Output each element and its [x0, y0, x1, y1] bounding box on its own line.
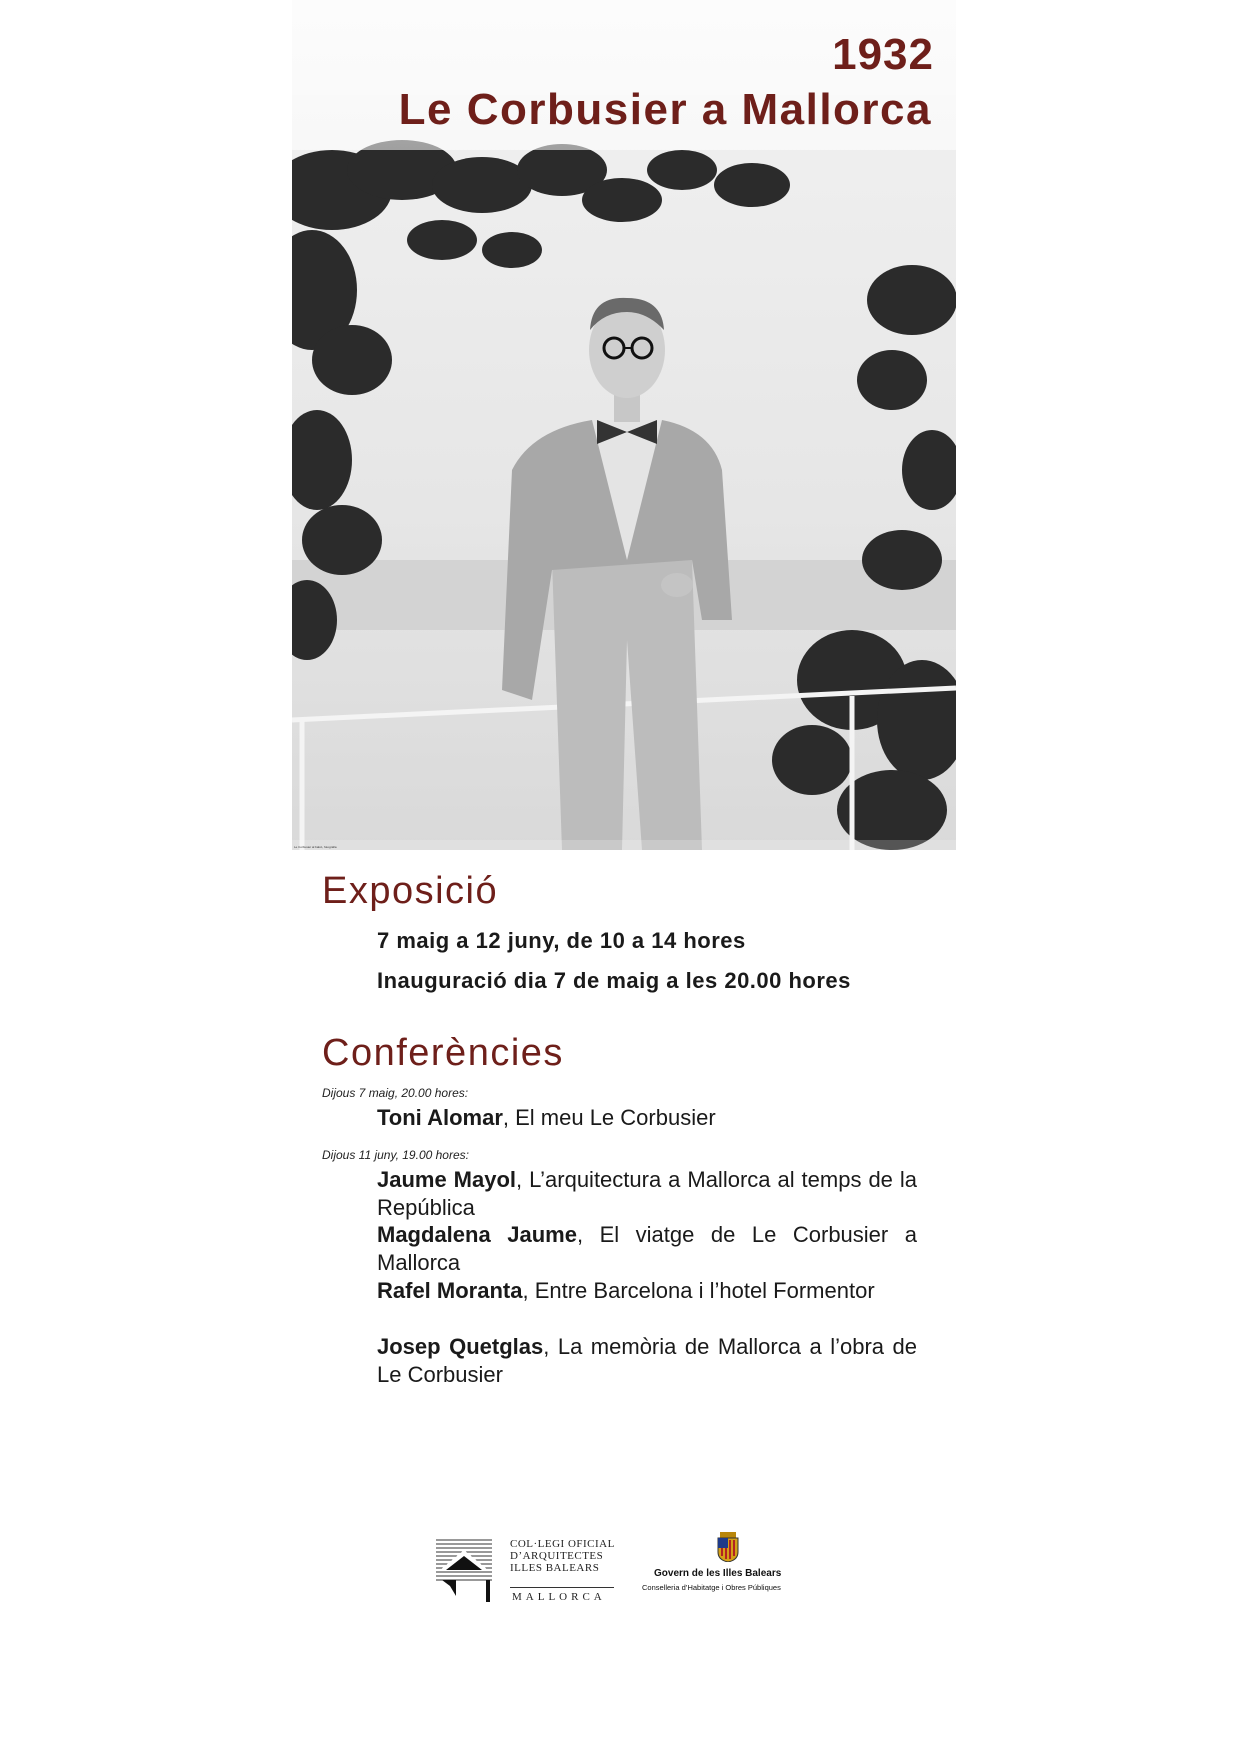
coaib-line-3: ILLES BALEARS	[510, 1562, 600, 1574]
exposicio-inauguracio: Inauguració dia 7 de maig a les 20.00 hores	[377, 968, 851, 993]
session-date: Dijous 11 juny, 19.00 hores:	[322, 1148, 469, 1162]
talk-title: , El viatge de Le Corbusier a Mallorca	[377, 1222, 918, 1275]
coat-of-arms-icon	[716, 1532, 740, 1562]
talk-title: , El meu Le Corbusier	[502, 1105, 716, 1130]
talk-title: , La memòria de Mallorca a l’obra de Le Corbusier	[377, 1334, 917, 1387]
talk-speaker: Toni Alomar	[377, 1105, 503, 1130]
coaib-logo	[436, 1536, 616, 1606]
talk-speaker: Magdalena Jaume	[377, 1222, 577, 1247]
exposicio-heading: Exposició	[322, 870, 499, 912]
session-date: Dijous 7 maig, 20.00 hores:	[322, 1086, 469, 1100]
talk-speaker: Josep Quetglas	[377, 1334, 544, 1359]
talk-title: , Entre Barcelona i l’hotel Formentor	[522, 1278, 875, 1303]
exposicio-dates: 7 maig a 12 juny, de 10 a 14 hores	[377, 928, 746, 953]
talk-item	[377, 1104, 917, 1132]
divider	[510, 1587, 614, 1588]
talk-speaker: Rafel Moranta	[377, 1278, 523, 1303]
talk-item	[377, 1166, 917, 1222]
coaib-mark-icon	[436, 1536, 492, 1602]
govern-name: Govern de les Illes Balears	[654, 1568, 782, 1579]
coaib-line-1: COL·LEGI OFICIAL	[510, 1538, 615, 1550]
coaib-line-2: D’ARQUITECTES	[510, 1550, 604, 1562]
coaib-name	[510, 1538, 615, 1574]
talk-title: , L’arquitectura a Mallorca al temps de la República	[377, 1167, 917, 1220]
photo-caption: Le Corbusier al balcó, fotografia	[294, 845, 337, 849]
conferencies-heading: Conferències	[322, 1032, 564, 1074]
talk-speaker: Jaume Mayol	[377, 1167, 517, 1192]
title-year: 1932	[832, 30, 934, 79]
coaib-city: MALLORCA	[512, 1591, 606, 1603]
govern-department: Conselleria d’Habitatge i Obres Públiques	[642, 1583, 781, 1592]
page-title: Le Corbusier a Mallorca	[398, 85, 932, 134]
talk-item	[377, 1277, 917, 1305]
talk-item	[377, 1333, 917, 1389]
talk-item	[377, 1221, 917, 1277]
govern-logo	[640, 1532, 820, 1602]
